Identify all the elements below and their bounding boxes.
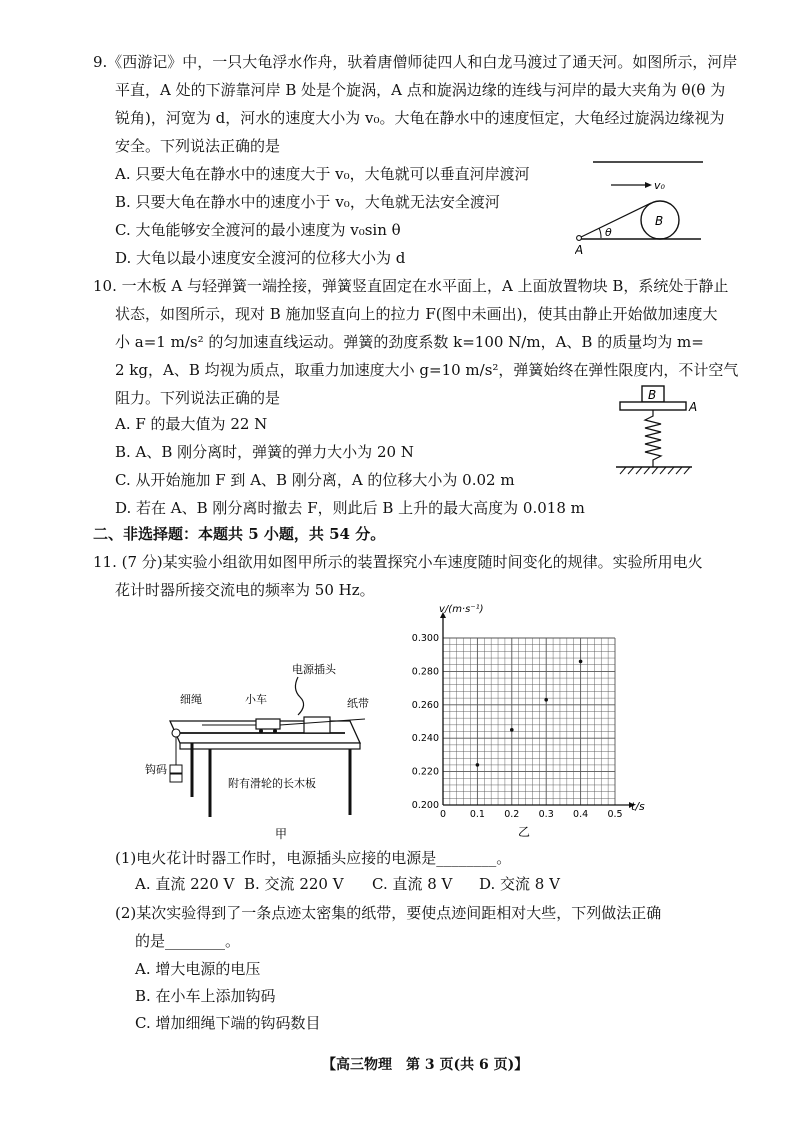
x-axis-label: t/s <box>631 800 645 813</box>
y-tick-label: 0.280 <box>411 666 439 678</box>
data-point <box>476 763 480 767</box>
q9-line-1: 9.《西游记》中，一只大龟浮水作舟，驮着唐僧师徒四人和白龙马渡过了通天河。如图所示，河岸 <box>93 53 738 71</box>
vt-graph <box>405 600 650 845</box>
q9-line-4: 安全。下列说法正确的是 <box>115 137 281 155</box>
q11-sub1-option-c: C. 直流 8 V <box>372 875 453 893</box>
q9-line-2: 平直，A 处的下游靠河岸 B 处是个旋涡，A 点和旋涡边缘的连线与河岸的最大夹角为 θ(θ 为 <box>115 81 726 99</box>
q10-option-b: B. A、B 刚分离时，弹簧的弹力大小为 20 N <box>115 443 414 461</box>
tape-label: 纸带 <box>347 697 369 710</box>
velocity-arrowhead <box>645 182 652 188</box>
q11-line-1: 11. (7 分)某实验小组欲用如图甲所示的装置探究小车速度随时间变化的规律。实验所用电火 <box>93 553 703 571</box>
table-edge <box>180 743 360 749</box>
theta-arc <box>599 228 601 238</box>
q11-sub2-option-c: C. 增加细绳下端的钩码数目 <box>135 1014 321 1032</box>
chart-axes <box>440 612 635 808</box>
section-2-heading: 二、非选择题：本题共 5 小题，共 54 分。 <box>93 525 386 543</box>
hook-weight-2 <box>170 774 182 782</box>
y-tick-label: 0.220 <box>411 766 439 778</box>
plug-label: 电源插头 <box>292 663 336 676</box>
x-tick-label: 0 <box>439 809 447 820</box>
ground-hatch <box>620 467 690 474</box>
q11-sub1-stem: (1)电火花计时器工作时，电源插头应接的电源是________。 <box>115 849 512 867</box>
hook-weight-1 <box>170 765 182 773</box>
board-label: 附有滑轮的长木板 <box>228 777 316 790</box>
q10-line-4: 2 kg，A、B 均视为质点，取重力加速度大小 g=10 m/s²，弹簧始终在弹性限度内，不计空气 <box>115 361 739 379</box>
q9-option-d: D. 大龟以最小速度安全渡河的位移大小为 d <box>115 249 406 267</box>
data-point <box>579 660 583 664</box>
v0-label: v₀ <box>654 179 665 192</box>
vortex-b-label: B <box>655 214 664 228</box>
x-tick-label: 0.2 <box>504 809 520 820</box>
q11-sub1-option-a: A. 直流 220 V <box>135 875 235 893</box>
point-a-dot <box>577 236 582 241</box>
q11-line-2: 花计时器所接交流电的频率为 50 Hz。 <box>115 581 375 599</box>
q9-line-3: 锐角)，河宽为 d，河水的速度大小为 v₀。大龟在静水中的速度恒定，大龟经过旋涡边缘视为 <box>115 109 725 127</box>
q10-line-5: 阻力。下列说法正确的是 <box>115 389 281 407</box>
theta-label: θ <box>605 226 612 239</box>
board-a-label: A <box>689 400 698 414</box>
x-tick-label: 0.5 <box>607 809 623 820</box>
page-footer: 【高三物理 第 3 页(共 6 页)】 <box>322 1057 529 1073</box>
x-tick-labels <box>440 809 623 820</box>
power-cord <box>295 677 303 715</box>
q10-line-3: 小 a=1 m/s² 的匀加速直线运动。弹簧的劲度系数 k=100 N/m，A、B 的质量均为 m= <box>115 333 704 351</box>
y-tick-labels <box>412 633 439 811</box>
q9-option-b: B. 只要大龟在静水中的速度小于 v₀，大龟就无法安全渡河 <box>115 193 500 211</box>
q9-option-c: C. 大龟能够安全渡河的最小速度为 v₀sin θ <box>115 221 401 239</box>
graph-caption: 乙 <box>518 825 531 839</box>
q11-sub1-option-b: B. 交流 220 V <box>244 875 344 893</box>
x-tick-label: 0.3 <box>538 809 554 820</box>
y-tick-label: 0.260 <box>411 699 439 711</box>
q11-sub2-stem-2: 的是________。 <box>135 932 241 950</box>
q10-line-2: 状态，如图所示，现对 B 施加竖直向上的拉力 F(图中未画出)，使其由静止开始做加速度大 <box>115 305 718 323</box>
q11-sub1-option-d: D. 交流 8 V <box>479 875 560 893</box>
rope-label: 细绳 <box>180 693 202 706</box>
q10-option-c: C. 从开始施加 F 到 A、B 刚分离，A 的位移大小为 0.02 m <box>115 471 515 489</box>
spring <box>645 410 661 467</box>
y-axis-label: v/(m·s⁻¹) <box>439 604 484 615</box>
y-tick-label: 0.200 <box>411 800 439 811</box>
data-point <box>510 728 514 732</box>
spark-timer <box>304 717 330 733</box>
river-vortex-figure <box>575 150 705 260</box>
cart-body <box>256 719 280 729</box>
x-tick-label: 0.4 <box>573 809 589 820</box>
cart-label: 小车 <box>245 693 267 706</box>
chart-grid <box>443 638 615 805</box>
point-a-label: A <box>575 243 584 257</box>
q9-option-a: A. 只要大龟在静水中的速度大于 v₀，大龟就可以垂直河岸渡河 <box>115 165 530 183</box>
board-a <box>620 402 686 410</box>
cart-wheel-1 <box>259 729 263 733</box>
spring-block-figure <box>612 382 712 480</box>
data-point <box>544 698 548 702</box>
y-tick-label: 0.300 <box>411 633 439 644</box>
apparatus-caption: 甲 <box>275 827 288 841</box>
x-tick-label: 0.1 <box>469 809 485 820</box>
q10-option-a: A. F 的最大值为 22 N <box>115 415 268 433</box>
apparatus-figure <box>140 655 380 845</box>
q10-line-1: 10. 一木板 A 与轻弹簧一端拴接，弹簧竖直固定在水平面上，A 上面放置物块 B，系统处于静止 <box>93 277 729 295</box>
data-points <box>476 660 583 767</box>
pulley <box>172 729 180 737</box>
cart-wheel-2 <box>273 729 277 733</box>
tangent-line <box>579 203 651 238</box>
q11-sub2-option-a: A. 增大电源的电压 <box>135 960 261 978</box>
q11-sub2-option-b: B. 在小车上添加钩码 <box>135 987 276 1005</box>
block-b-label: B <box>648 388 657 402</box>
q10-option-d: D. 若在 A、B 刚分离时撤去 F，则此后 B 上升的最大高度为 0.018 m <box>115 499 585 517</box>
q11-sub2-stem-1: (2)某次实验得到了一条点迹太密集的纸带，要使点迹间距相对大些，下列做法正确 <box>115 904 662 922</box>
weight-label: 钩码 <box>145 763 167 776</box>
y-tick-label: 0.240 <box>411 733 439 745</box>
